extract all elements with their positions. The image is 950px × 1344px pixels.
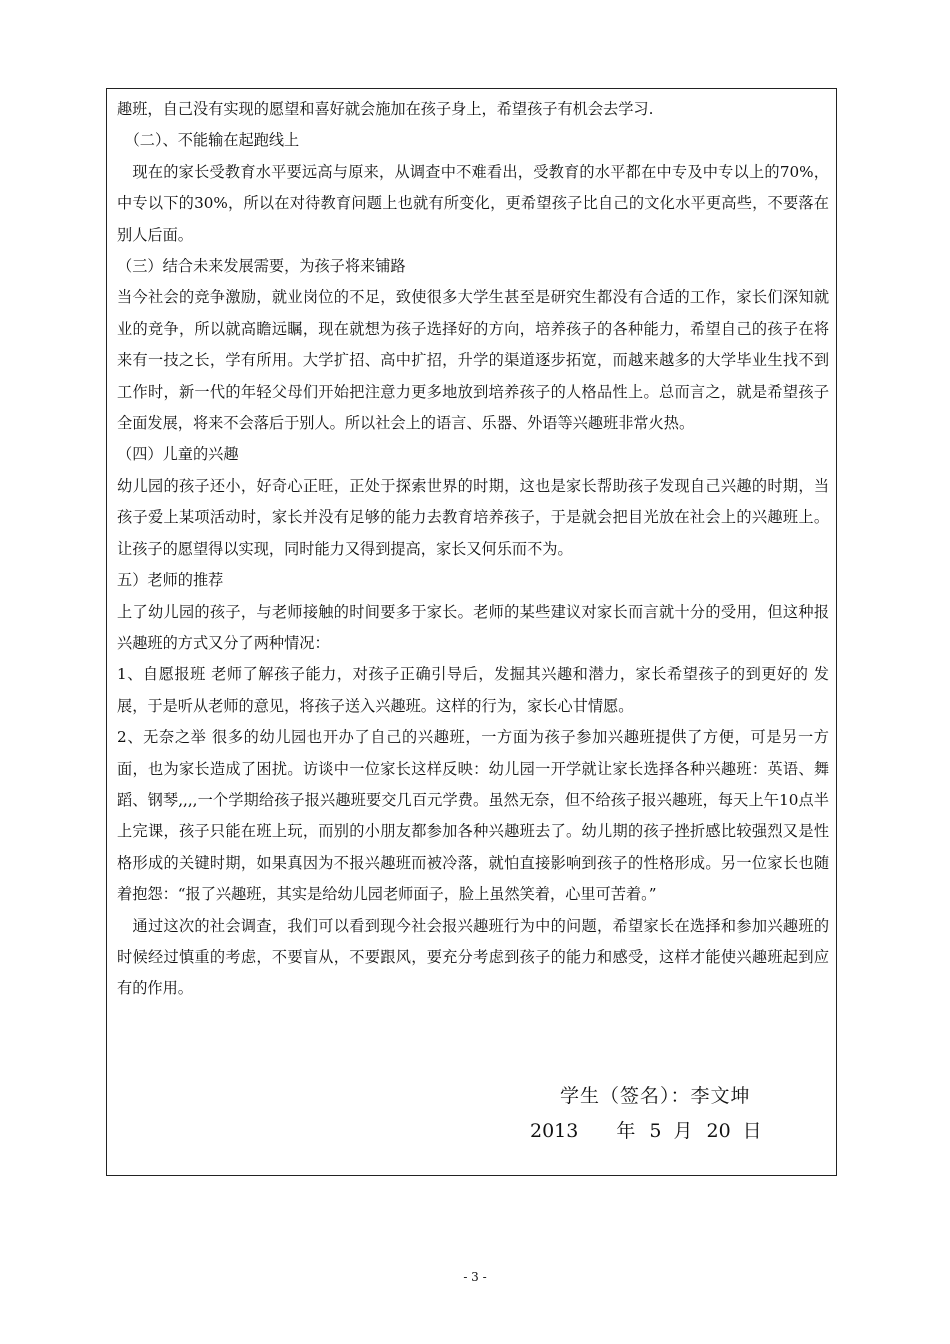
date-day-unit: 日 [742,1120,762,1142]
paragraph: 幼儿园的孩子还小，好奇心正旺，正处于探索世界的时期，这也是家长帮助孩子发现自己兴趣的时期，当孩子爱上某项活动时，家长并没有足够的能力去教育培养孩子，于是就会把目光放在社会上的兴趣班上。让孩子的愿望得以实现，同时能力又得到提高，家长又何乐而不为。 [117,476,829,558]
list-item-voluntary: 1、自愿报班 老师了解孩子能力，对孩子正确引导后，发掘其兴趣和潜力，家长希望孩子的到更好的 发展，于是听从老师的意见，将孩子送入兴趣班。这样的行为，家长心甘情愿。 [117,665,829,715]
date-month-unit: 月 [673,1120,693,1142]
paragraph-continuation: 趣班，自己没有实现的愿望和喜好就会施加在孩子身上，希望孩子有机会去学习. [117,100,654,118]
section-heading-3: （三）结合未来发展需要，为孩子将来铺路 [117,257,406,276]
list-item-reluctant: 2、无奈之举 很多的幼儿园也开办了自己的兴趣班，一方面为孩子参加兴趣班提供了方便，可是另一方面，也为家长造成了困扰。访谈中一位家长这样反映：幼儿园一开学就让家长选择各种兴趣班：英语、舞蹈、钢琴,,,,一个学期给孩子报兴趣班要交几百元学费。虽然无奈，但不给孩子报兴趣班，每天上午10点半上完课，孩子只能在班上玩，而别的小朋友都参加各种兴趣班去了。幼儿期的孩子挫折感比较强烈又是性格形成的关键时期，如果真因为不报兴趣班而被冷落，就怕直接影响到孩子的性格形成。另一位家长也随着抱怨：“报了兴趣班，其实是给幼儿园老师面子，脸上虽然笑着，心里可苦着。” [117,728,829,904]
date-year: 2013 [530,1120,579,1142]
paragraph: 现在的家长受教育水平要远高与原来，从调查中不难看出，受教育的水平都在中专及中专以上的70%，中专以下的30%，所以在对待教育问题上也就有所变化，更希望孩子比自己的文化水平更高些，不要落在别人后面。 [117,162,829,244]
conclusion-paragraph: 通过这次的社会调查，我们可以看到现今社会报兴趣班行为中的问题，希望家长在选择和参加兴趣班的时候经过慎重的考虑，不要盲从，不要跟风，要充分考虑到孩子的能力和感受，这样才能使兴趣班起到应有的作用。 [117,916,829,998]
section-heading-2: （二）、不能输在起跑线上 [117,131,300,150]
date-year-unit: 年 [616,1120,636,1142]
paragraph: 上了幼儿园的孩子，与老师接触的时间要多于家长。老师的某些建议对家长而言就十分的受用，但这种报兴趣班的方式又分了两种情况： [117,602,829,652]
section-heading-4: （四）儿童的兴趣 [117,445,239,464]
signature-date [530,1116,762,1143]
paragraph: 当今社会的竞争激励，就业岗位的不足，致使很多大学生甚至是研究生都没有合适的工作，家长们深知就业的竞争，所以就高瞻远瞩，现在就想为孩子选择好的方向，培养孩子的各种能力，希望自己的孩子在将来有一技之长，学有所用。大学扩招、高中扩招，升学的渠道逐步拓宽，而越来越多的大学毕业生找不到工作时，新一代的年轻父母们开始把注意力更多地放到培养孩子的人格品性上。总而言之，就是希望孩子全面发展，将来不会落后于别人。所以社会上的语言、乐器、外语等兴趣班非常火热。 [117,288,829,433]
date-day: 20 [706,1120,731,1142]
section-heading-5: 五）老师的推荐 [117,571,224,590]
report-body [117,94,829,1005]
date-month: 5 [649,1120,662,1142]
page-number: - 3 - [463,1270,487,1284]
student-signature: 学生（签名）：李文坤 [560,1085,751,1107]
